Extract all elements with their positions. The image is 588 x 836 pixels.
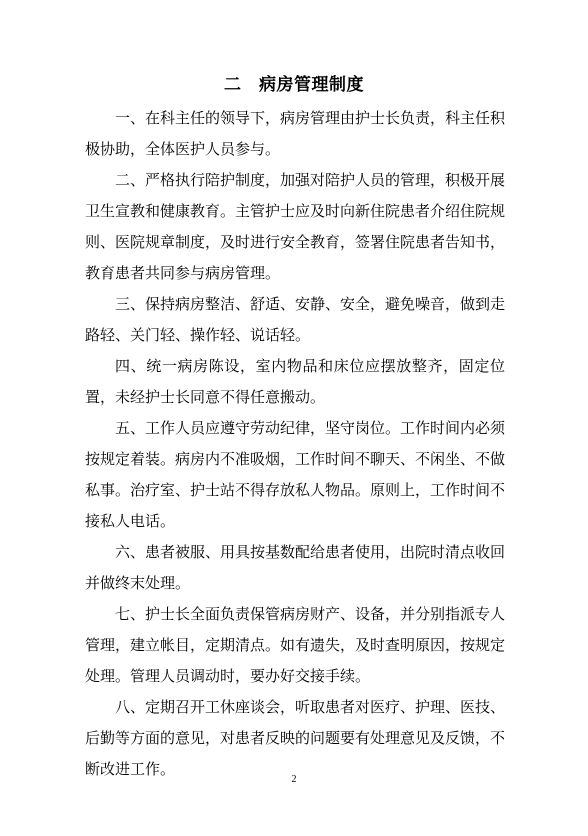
paragraph-7: 七、护士长全面负责保管病房财产、设备，并分别指派专人管理，建立帐目，定期清点。如有遗失，及时查明原因，按规定处理。管理人员调动时，要办好交接手续。	[85, 605, 506, 685]
paragraph-3: 三、保持病房整洁、舒适、安静、安全，避免噪音，做到走路轻、关门轻、操作轻、说话轻。	[85, 295, 506, 344]
paragraph-5: 五、工作人员应遵守劳动纪律，坚守岗位。工作时间内必须按规定着装。病房内不准吸烟，工作时间不聊天、不闲坐、不做私事。治疗室、护士站不得存放私人物品。原则上，工作时间不接私人电话。	[85, 419, 506, 530]
paragraph-4: 四、统一病房陈设，室内物品和床位应摆放整齐，固定位置，未经护士长同意不得任意搬动。	[85, 357, 505, 406]
paragraph-2: 二、严格执行陪护制度，加强对陪护人员的管理，积极开展卫生宣教和健康教育。主管护士应及时向新住院患者介绍住院规则、医院规章制度，及时进行安全教育，签署住院患者告知书，教育患者共同参与病房管理。	[85, 171, 506, 282]
paragraph-8: 八、定期召开工休座谈会，听取患者对医疗、护理、医技、后勤等方面的意见，对患者反映的问题要有处理意见及反馈，不断改进工作。	[85, 698, 506, 778]
document-body	[85, 103, 505, 785]
paragraph-1: 一、在科主任的领导下，病房管理由护士长负责，科主任积极协助，全体医护人员参与。	[85, 109, 506, 158]
document-title: 二 病房管理制度	[224, 75, 364, 95]
paragraph-6: 六、患者被服、用具按基数配给患者使用，出院时清点收回并做终末处理。	[85, 543, 506, 592]
page-number: 2	[291, 774, 297, 785]
